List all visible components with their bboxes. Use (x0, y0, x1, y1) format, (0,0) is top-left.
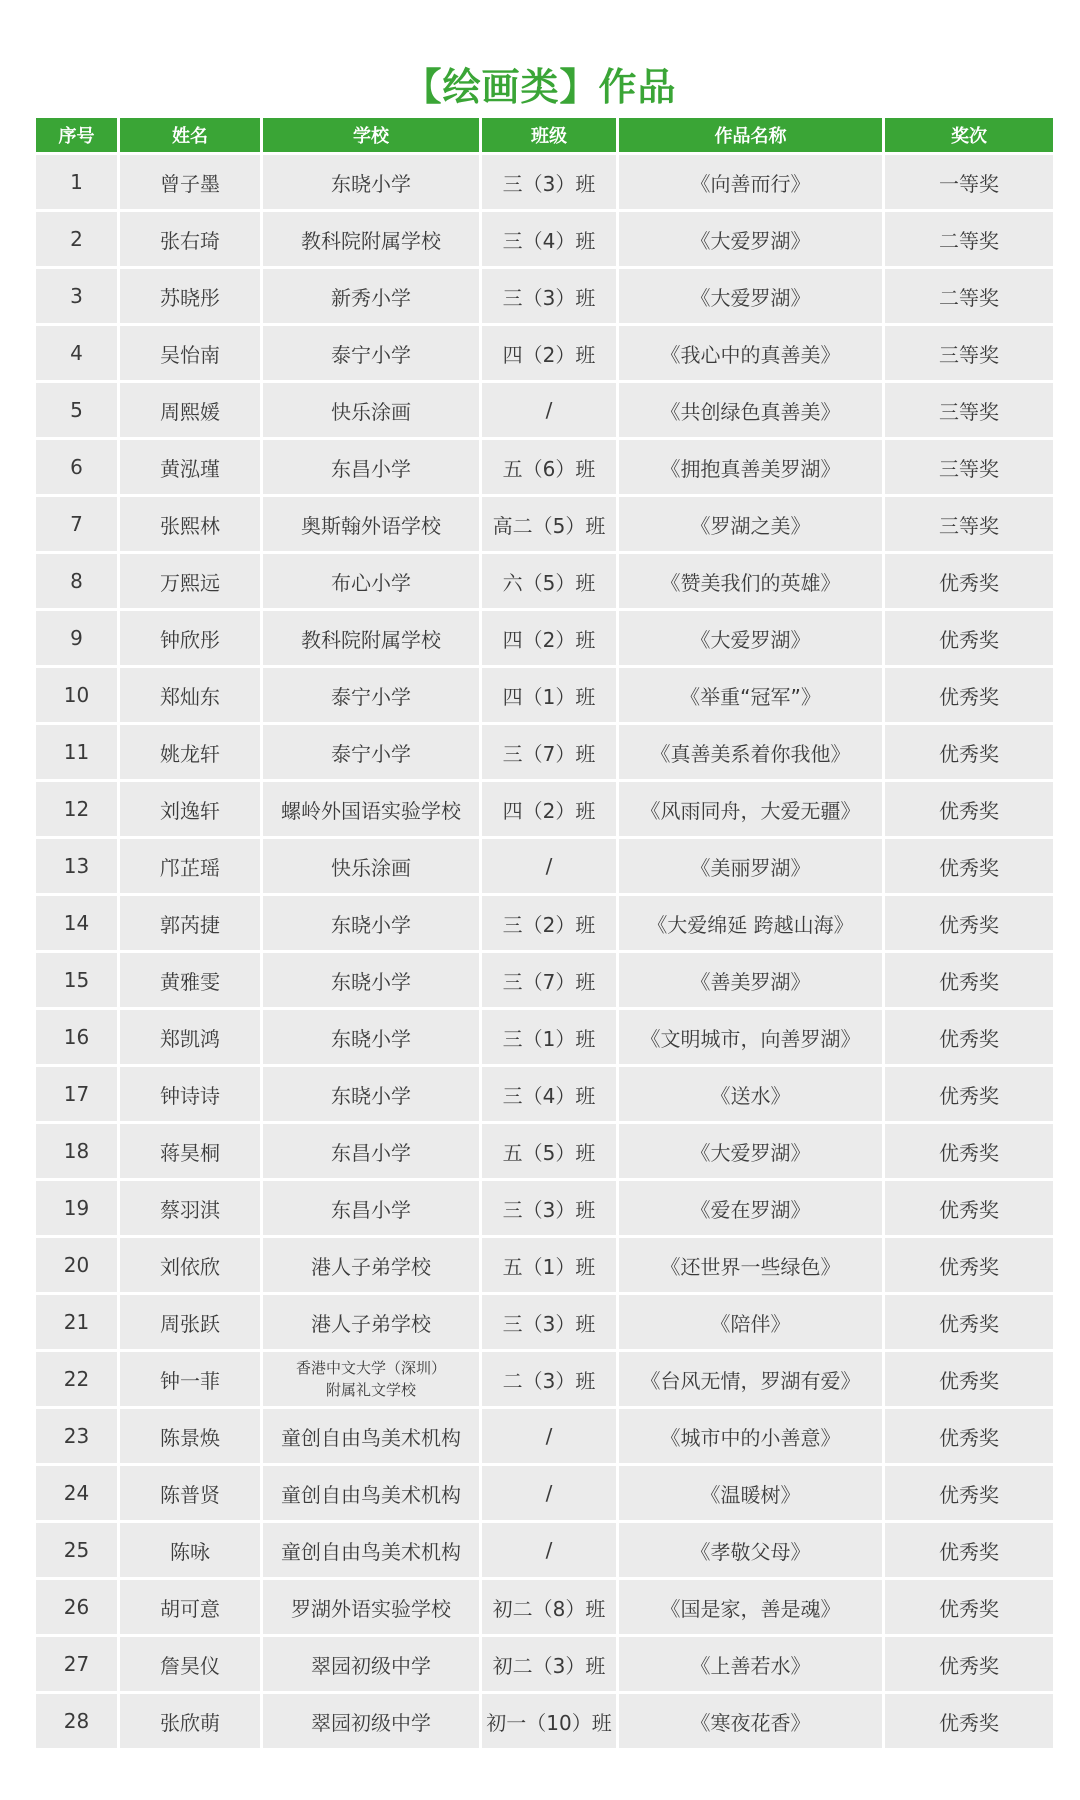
table-header-row (36, 118, 1053, 152)
cell-work: 《文明城市，向善罗湖》 (619, 1010, 882, 1064)
cell-school: 快乐涂画 (263, 383, 479, 437)
cell-seq: 5 (36, 383, 117, 437)
cell-award: 优秀奖 (885, 1637, 1053, 1691)
cell-name: 蒋昊桐 (120, 1124, 260, 1178)
cell-seq: 16 (36, 1010, 117, 1064)
cell-award: 三等奖 (885, 383, 1053, 437)
table-row (36, 269, 1053, 323)
cell-class: 四（2）班 (482, 782, 616, 836)
cell-class: 五（5）班 (482, 1124, 616, 1178)
cell-school: 东晓小学 (263, 1010, 479, 1064)
cell-name: 周熙媛 (120, 383, 260, 437)
cell-class: 四（2）班 (482, 326, 616, 380)
cell-seq: 19 (36, 1181, 117, 1235)
cell-class: 初二（3）班 (482, 1637, 616, 1691)
page-title: 【绘画类】作品 (403, 65, 677, 109)
cell-work: 《大爱罗湖》 (619, 611, 882, 665)
cell-award: 优秀奖 (885, 839, 1053, 893)
cell-class: / (482, 1409, 616, 1463)
cell-seq: 17 (36, 1067, 117, 1121)
cell-name: 张熙林 (120, 497, 260, 551)
cell-school-line: 附属礼文学校 (325, 1381, 416, 1399)
cell-seq: 9 (36, 611, 117, 665)
cell-work: 《善美罗湖》 (619, 953, 882, 1007)
cell-seq: 26 (36, 1580, 117, 1634)
cell-class: 初一（10）班 (482, 1694, 616, 1748)
cell-seq: 21 (36, 1295, 117, 1349)
header-school: 学校 (263, 118, 479, 152)
cell-work: 《向善而行》 (619, 155, 882, 209)
table-row (36, 668, 1053, 722)
cell-seq: 22 (36, 1352, 117, 1406)
cell-work: 《拥抱真善美罗湖》 (619, 440, 882, 494)
cell-school: 教科院附属学校 (263, 212, 479, 266)
cell-school: 翠园初级中学 (263, 1694, 479, 1748)
cell-seq: 10 (36, 668, 117, 722)
cell-award: 二等奖 (885, 269, 1053, 323)
table-row (36, 782, 1053, 836)
table-row (36, 896, 1053, 950)
table-row (36, 1466, 1053, 1520)
cell-name: 钟一菲 (120, 1352, 260, 1406)
cell-school: 港人子弟学校 (263, 1295, 479, 1349)
cell-work: 《还世界一些绿色》 (619, 1238, 882, 1292)
cell-school: 东昌小学 (263, 1181, 479, 1235)
cell-class: 三（3）班 (482, 269, 616, 323)
table-row (36, 155, 1053, 209)
cell-name: 张欣萌 (120, 1694, 260, 1748)
cell-class: 三（3）班 (482, 1295, 616, 1349)
cell-name: 吴怡南 (120, 326, 260, 380)
cell-name: 胡可意 (120, 1580, 260, 1634)
cell-work: 《城市中的小善意》 (619, 1409, 882, 1463)
cell-school: 东晓小学 (263, 155, 479, 209)
cell-award: 优秀奖 (885, 1067, 1053, 1121)
cell-name: 陈咏 (120, 1523, 260, 1577)
awards-table (33, 115, 1056, 1751)
cell-seq: 14 (36, 896, 117, 950)
cell-work: 《举重“冠军”》 (619, 668, 882, 722)
cell-school: 东晓小学 (263, 1067, 479, 1121)
table-row (36, 326, 1053, 380)
cell-school: 港人子弟学校 (263, 1238, 479, 1292)
table-row (36, 1295, 1053, 1349)
table-row (36, 953, 1053, 1007)
cell-name: 钟诗诗 (120, 1067, 260, 1121)
cell-work: 《温暖树》 (619, 1466, 882, 1520)
cell-seq: 28 (36, 1694, 117, 1748)
cell-name: 郑凯鸿 (120, 1010, 260, 1064)
cell-school (263, 1352, 479, 1406)
cell-class: 高二（5）班 (482, 497, 616, 551)
cell-name: 陈景焕 (120, 1409, 260, 1463)
table-row (36, 611, 1053, 665)
cell-award: 优秀奖 (885, 725, 1053, 779)
cell-award: 优秀奖 (885, 668, 1053, 722)
cell-name: 姚龙轩 (120, 725, 260, 779)
table-row (36, 497, 1053, 551)
cell-work: 《我心中的真善美》 (619, 326, 882, 380)
cell-class: 三（2）班 (482, 896, 616, 950)
cell-seq: 3 (36, 269, 117, 323)
cell-work: 《上善若水》 (619, 1637, 882, 1691)
cell-class: 三（3）班 (482, 1181, 616, 1235)
cell-class: 六（5）班 (482, 554, 616, 608)
cell-class: 四（2）班 (482, 611, 616, 665)
cell-seq: 12 (36, 782, 117, 836)
cell-award: 优秀奖 (885, 554, 1053, 608)
cell-work: 《陪伴》 (619, 1295, 882, 1349)
cell-award: 优秀奖 (885, 1694, 1053, 1748)
cell-seq: 15 (36, 953, 117, 1007)
cell-work: 《美丽罗湖》 (619, 839, 882, 893)
cell-school: 奥斯翰外语学校 (263, 497, 479, 551)
cell-seq: 20 (36, 1238, 117, 1292)
cell-class: / (482, 1523, 616, 1577)
table-row (36, 1010, 1053, 1064)
cell-name: 张右琦 (120, 212, 260, 266)
table-row (36, 1181, 1053, 1235)
cell-class: 五（1）班 (482, 1238, 616, 1292)
cell-school: 东昌小学 (263, 440, 479, 494)
cell-award: 优秀奖 (885, 1409, 1053, 1463)
table-row (36, 1523, 1053, 1577)
cell-work: 《共创绿色真善美》 (619, 383, 882, 437)
table-row (36, 383, 1053, 437)
cell-seq: 24 (36, 1466, 117, 1520)
cell-school: 童创自由鸟美术机构 (263, 1466, 479, 1520)
cell-class: 三（4）班 (482, 212, 616, 266)
cell-award: 优秀奖 (885, 1295, 1053, 1349)
header-class: 班级 (482, 118, 616, 152)
header-work: 作品名称 (619, 118, 882, 152)
cell-school: 快乐涂画 (263, 839, 479, 893)
cell-award: 优秀奖 (885, 1466, 1053, 1520)
table-row (36, 1694, 1053, 1748)
cell-name: 曾子墨 (120, 155, 260, 209)
cell-class: 三（4）班 (482, 1067, 616, 1121)
cell-seq: 7 (36, 497, 117, 551)
cell-class: / (482, 383, 616, 437)
cell-school: 东晓小学 (263, 953, 479, 1007)
cell-name: 刘依欣 (120, 1238, 260, 1292)
cell-name: 苏晓彤 (120, 269, 260, 323)
cell-award: 三等奖 (885, 326, 1053, 380)
cell-name: 万熙远 (120, 554, 260, 608)
cell-seq: 23 (36, 1409, 117, 1463)
cell-award: 三等奖 (885, 440, 1053, 494)
table-row (36, 1637, 1053, 1691)
cell-award: 三等奖 (885, 497, 1053, 551)
header-award: 奖次 (885, 118, 1053, 152)
cell-work: 《大爱罗湖》 (619, 269, 882, 323)
cell-class: 二（3）班 (482, 1352, 616, 1406)
cell-school: 教科院附属学校 (263, 611, 479, 665)
cell-award: 优秀奖 (885, 953, 1053, 1007)
cell-name: 黄雅雯 (120, 953, 260, 1007)
cell-work: 《真善美系着你我他》 (619, 725, 882, 779)
cell-school: 东昌小学 (263, 1124, 479, 1178)
cell-class: 三（7）班 (482, 953, 616, 1007)
table-row (36, 725, 1053, 779)
cell-award: 优秀奖 (885, 611, 1053, 665)
cell-school: 东晓小学 (263, 896, 479, 950)
cell-school-line: 香港中文大学（深圳） (295, 1359, 446, 1377)
cell-seq: 6 (36, 440, 117, 494)
cell-name: 詹昊仪 (120, 1637, 260, 1691)
cell-class: / (482, 839, 616, 893)
cell-name: 蔡羽淇 (120, 1181, 260, 1235)
cell-seq: 2 (36, 212, 117, 266)
cell-award: 优秀奖 (885, 782, 1053, 836)
table-row (36, 1409, 1053, 1463)
cell-school: 新秀小学 (263, 269, 479, 323)
table-row (36, 1124, 1053, 1178)
cell-class: 三（3）班 (482, 155, 616, 209)
cell-school: 泰宁小学 (263, 326, 479, 380)
cell-school: 罗湖外语实验学校 (263, 1580, 479, 1634)
cell-award: 优秀奖 (885, 1523, 1053, 1577)
table-row (36, 1352, 1053, 1406)
cell-award: 一等奖 (885, 155, 1053, 209)
cell-class: 三（7）班 (482, 725, 616, 779)
cell-name: 邝芷瑶 (120, 839, 260, 893)
cell-work: 《大爱罗湖》 (619, 1124, 882, 1178)
cell-seq: 4 (36, 326, 117, 380)
cell-award: 优秀奖 (885, 1181, 1053, 1235)
cell-work: 《大爱罗湖》 (619, 212, 882, 266)
header-seq: 序号 (36, 118, 117, 152)
cell-class: / (482, 1466, 616, 1520)
cell-work: 《寒夜花香》 (619, 1694, 882, 1748)
cell-class: 五（6）班 (482, 440, 616, 494)
cell-work: 《爱在罗湖》 (619, 1181, 882, 1235)
cell-school: 童创自由鸟美术机构 (263, 1523, 479, 1577)
cell-name: 郑灿东 (120, 668, 260, 722)
table-row (36, 1238, 1053, 1292)
header-name: 姓名 (120, 118, 260, 152)
cell-seq: 8 (36, 554, 117, 608)
cell-school: 螺岭外国语实验学校 (263, 782, 479, 836)
cell-seq: 1 (36, 155, 117, 209)
cell-seq: 11 (36, 725, 117, 779)
cell-work: 《孝敬父母》 (619, 1523, 882, 1577)
cell-name: 钟欣彤 (120, 611, 260, 665)
cell-seq: 13 (36, 839, 117, 893)
cell-work: 《罗湖之美》 (619, 497, 882, 551)
cell-award: 二等奖 (885, 212, 1053, 266)
cell-award: 优秀奖 (885, 896, 1053, 950)
table-row (36, 839, 1053, 893)
cell-name: 刘逸轩 (120, 782, 260, 836)
table-row (36, 554, 1053, 608)
cell-school: 泰宁小学 (263, 725, 479, 779)
cell-school: 翠园初级中学 (263, 1637, 479, 1691)
cell-seq: 27 (36, 1637, 117, 1691)
cell-school: 童创自由鸟美术机构 (263, 1409, 479, 1463)
cell-class: 三（1）班 (482, 1010, 616, 1064)
table-body (36, 155, 1053, 1748)
cell-class: 四（1）班 (482, 668, 616, 722)
cell-award: 优秀奖 (885, 1010, 1053, 1064)
cell-name: 周张跃 (120, 1295, 260, 1349)
cell-seq: 18 (36, 1124, 117, 1178)
cell-name: 陈普贤 (120, 1466, 260, 1520)
cell-work: 《送水》 (619, 1067, 882, 1121)
cell-work: 《风雨同舟，大爱无疆》 (619, 782, 882, 836)
cell-school: 泰宁小学 (263, 668, 479, 722)
cell-work: 《国是家，善是魂》 (619, 1580, 882, 1634)
cell-award: 优秀奖 (885, 1352, 1053, 1406)
cell-work: 《大爱绵延 跨越山海》 (619, 896, 882, 950)
cell-name: 黄泓瑾 (120, 440, 260, 494)
cell-award: 优秀奖 (885, 1124, 1053, 1178)
cell-class: 初二（8）班 (482, 1580, 616, 1634)
cell-work: 《台风无情，罗湖有爱》 (619, 1352, 882, 1406)
table-row (36, 1580, 1053, 1634)
cell-seq: 25 (36, 1523, 117, 1577)
cell-award: 优秀奖 (885, 1580, 1053, 1634)
table-row (36, 1067, 1053, 1121)
table-row (36, 440, 1053, 494)
cell-work: 《赞美我们的英雄》 (619, 554, 882, 608)
cell-school: 布心小学 (263, 554, 479, 608)
table-row (36, 212, 1053, 266)
cell-name: 郭芮捷 (120, 896, 260, 950)
cell-award: 优秀奖 (885, 1238, 1053, 1292)
